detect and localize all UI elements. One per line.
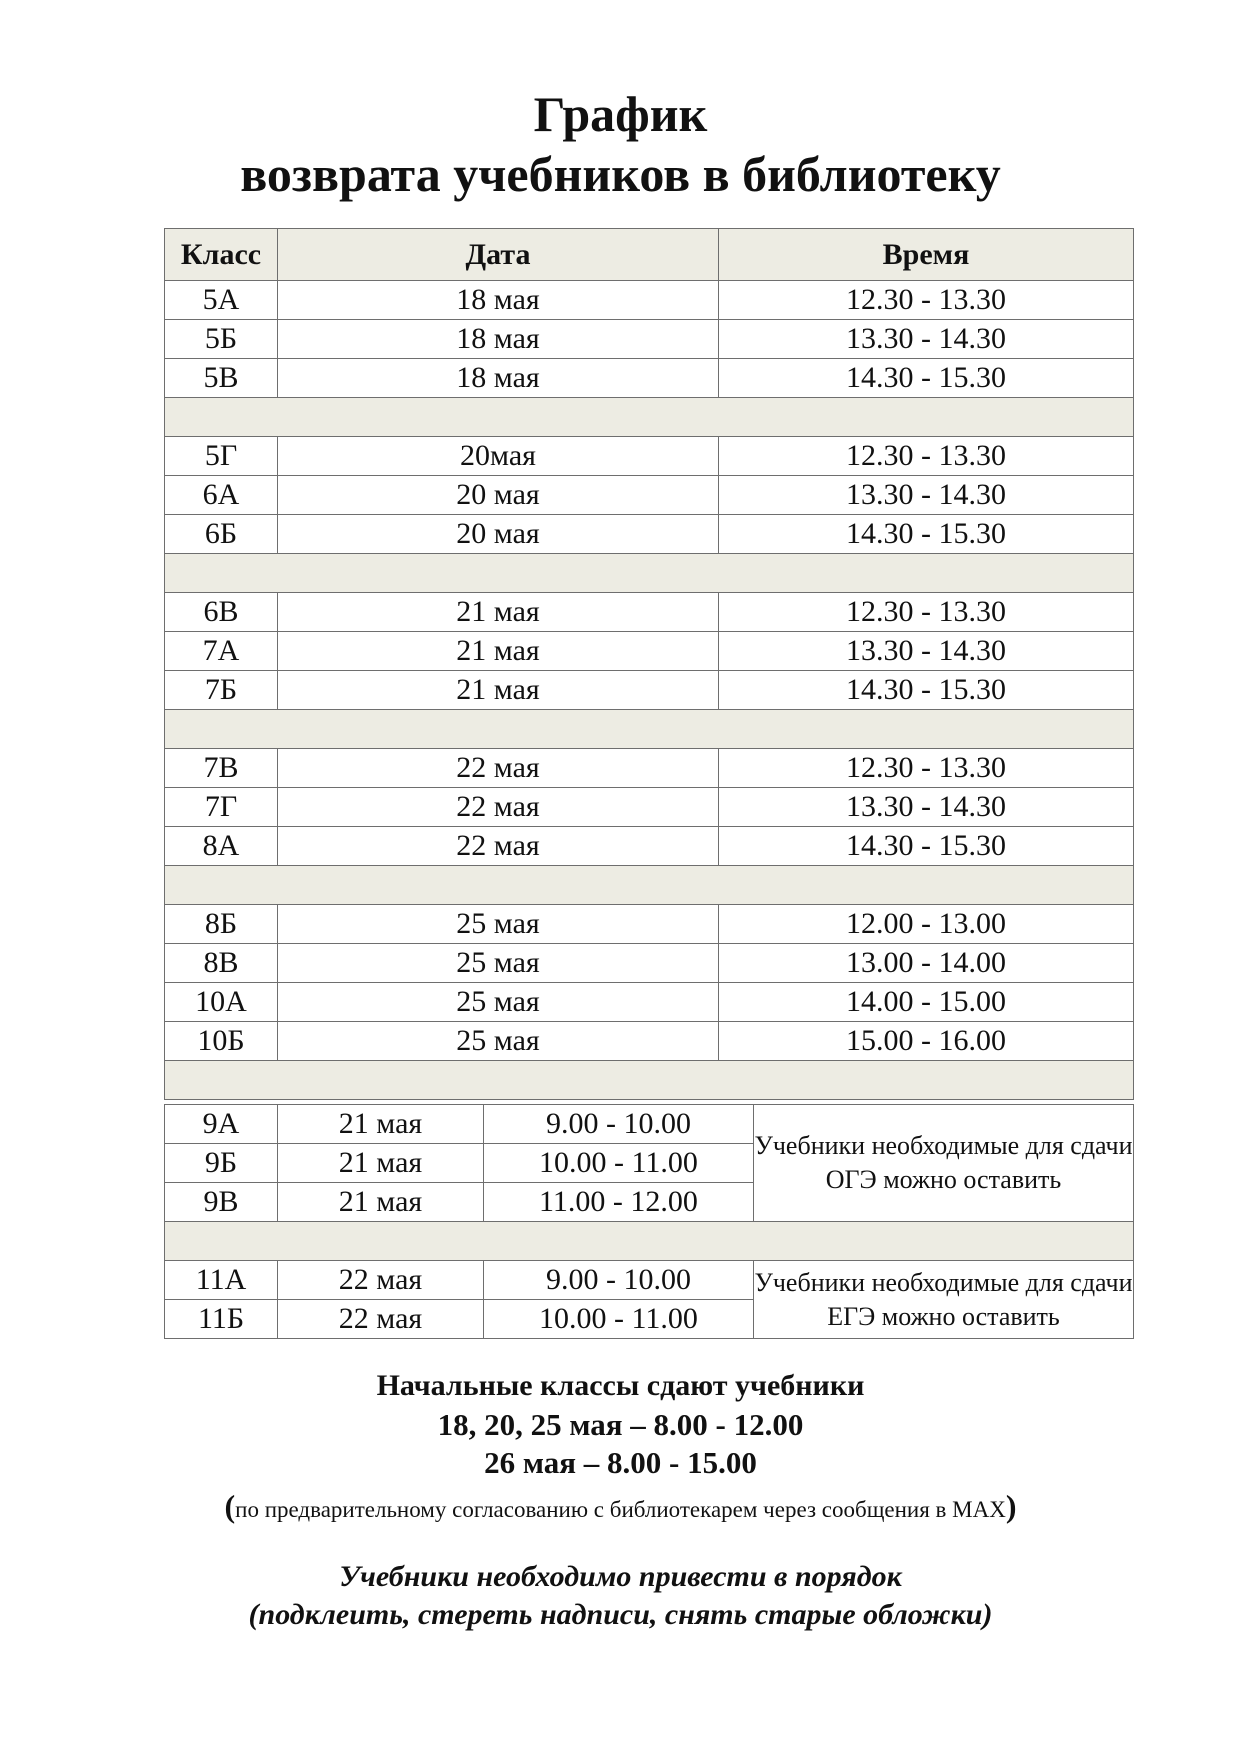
time-cell: 14.30 - 15.30 (719, 671, 1134, 710)
class-cell: 7А (165, 632, 278, 671)
header-class: Класс (165, 229, 278, 281)
ege-note-cell: Учебники необходимые для сдачи ЕГЭ можно оставить (754, 1261, 1134, 1339)
table-row (165, 671, 1134, 710)
time-cell: 13.30 - 14.30 (719, 320, 1134, 359)
date-cell: 21 мая (278, 671, 719, 710)
date-cell: 21 мая (278, 1105, 484, 1144)
class-cell: 5А (165, 281, 278, 320)
class-cell: 5Г (165, 437, 278, 476)
separator-row (165, 710, 1134, 749)
table-row (165, 1105, 1134, 1144)
date-cell: 22 мая (278, 1261, 484, 1300)
paren-open: ( (224, 1488, 236, 1524)
date-cell: 21 мая (278, 1144, 484, 1183)
time-cell: 9.00 - 10.00 (484, 1105, 754, 1144)
table-row (165, 905, 1134, 944)
page-subtitle: возврата учебников в библиотеку (240, 146, 1001, 202)
table-row (165, 593, 1134, 632)
class-cell: 9А (165, 1105, 278, 1144)
separator-cell (165, 398, 1134, 437)
table-row (165, 437, 1134, 476)
table-row (165, 1261, 1134, 1300)
class-cell: 7В (165, 749, 278, 788)
class-cell: 10А (165, 983, 278, 1022)
class-cell: 11А (165, 1261, 278, 1300)
schedule-table (164, 228, 1134, 1100)
date-cell: 21 мая (278, 632, 719, 671)
exam-classes-table (164, 1104, 1134, 1339)
class-cell: 10Б (165, 1022, 278, 1061)
table-row (165, 359, 1134, 398)
date-cell: 18 мая (278, 320, 719, 359)
instruction-line-1: Учебники необходимо привести в порядок (339, 1560, 902, 1593)
time-cell: 13.00 - 14.00 (719, 944, 1134, 983)
time-cell: 14.30 - 15.30 (719, 827, 1134, 866)
time-cell: 14.00 - 15.00 (719, 983, 1134, 1022)
separator-cell (165, 710, 1134, 749)
date-cell: 25 мая (278, 983, 719, 1022)
date-cell: 21 мая (278, 1183, 484, 1222)
date-cell: 22 мая (278, 788, 719, 827)
instruction-line-2: (подклеить, стереть надписи, снять старые обложки) (248, 1598, 993, 1631)
date-cell: 21 мая (278, 593, 719, 632)
class-cell: 6А (165, 476, 278, 515)
class-cell: 6Б (165, 515, 278, 554)
table-row (165, 788, 1134, 827)
time-cell: 13.30 - 14.30 (719, 476, 1134, 515)
date-cell: 25 мая (278, 1022, 719, 1061)
oge-note-cell: Учебники необходимые для сдачи ОГЭ можно оставить (754, 1105, 1134, 1222)
time-cell: 12.30 - 13.30 (719, 749, 1134, 788)
time-cell: 13.30 - 14.30 (719, 788, 1134, 827)
date-cell: 20 мая (278, 476, 719, 515)
time-cell: 14.30 - 15.30 (719, 515, 1134, 554)
separator-row (165, 398, 1134, 437)
class-cell: 5Б (165, 320, 278, 359)
date-cell: 20мая (278, 437, 719, 476)
date-cell: 20 мая (278, 515, 719, 554)
class-cell: 8Б (165, 905, 278, 944)
header-time: Время (719, 229, 1134, 281)
time-cell: 12.30 - 13.30 (719, 281, 1134, 320)
date-cell: 18 мая (278, 281, 719, 320)
date-cell: 22 мая (278, 749, 719, 788)
primary-classes-title: Начальные классы сдают учебники (376, 1369, 865, 1402)
paren-close: ) (1005, 1488, 1017, 1524)
date-cell: 22 мая (278, 1300, 484, 1339)
table-row (165, 515, 1134, 554)
class-cell: 11Б (165, 1300, 278, 1339)
separator-row (165, 1222, 1134, 1261)
table-row (165, 749, 1134, 788)
time-cell: 11.00 - 12.00 (484, 1183, 754, 1222)
table-row (165, 944, 1134, 983)
class-cell: 8А (165, 827, 278, 866)
class-cell: 6В (165, 593, 278, 632)
separator-row (165, 554, 1134, 593)
table-row (165, 983, 1134, 1022)
page-title: График (533, 86, 708, 142)
separator-cell (165, 866, 1134, 905)
time-cell: 10.00 - 11.00 (484, 1300, 754, 1339)
class-cell: 9В (165, 1183, 278, 1222)
class-cell: 9Б (165, 1144, 278, 1183)
date-cell: 25 мая (278, 905, 719, 944)
class-cell: 7Г (165, 788, 278, 827)
time-cell: 12.30 - 13.30 (719, 437, 1134, 476)
table-row (165, 320, 1134, 359)
class-cell: 8В (165, 944, 278, 983)
agreement-note-text: по предварительному согласованию с библиотекарем через сообщения в МАХ (235, 1497, 1006, 1522)
agreement-note (0, 1488, 1241, 1525)
time-cell: 9.00 - 10.00 (484, 1261, 754, 1300)
date-cell: 22 мая (278, 827, 719, 866)
date-cell: 18 мая (278, 359, 719, 398)
separator-cell (165, 1061, 1134, 1100)
table-row (165, 476, 1134, 515)
table-row (165, 632, 1134, 671)
separator-row (165, 866, 1134, 905)
time-cell: 10.00 - 11.00 (484, 1144, 754, 1183)
primary-classes-dates-1: 18, 20, 25 мая – 8.00 - 12.00 (437, 1407, 804, 1442)
time-cell: 12.30 - 13.30 (719, 593, 1134, 632)
time-cell: 15.00 - 16.00 (719, 1022, 1134, 1061)
separator-cell (165, 1222, 1134, 1261)
separator-row (165, 1061, 1134, 1100)
class-cell: 7Б (165, 671, 278, 710)
table-row (165, 281, 1134, 320)
time-cell: 12.00 - 13.00 (719, 905, 1134, 944)
table-row (165, 827, 1134, 866)
time-cell: 14.30 - 15.30 (719, 359, 1134, 398)
header-date: Дата (278, 229, 719, 281)
table-header-row (165, 229, 1134, 281)
separator-cell (165, 554, 1134, 593)
date-cell: 25 мая (278, 944, 719, 983)
table-row (165, 1022, 1134, 1061)
time-cell: 13.30 - 14.30 (719, 632, 1134, 671)
class-cell: 5В (165, 359, 278, 398)
primary-classes-dates-2: 26 мая – 8.00 - 15.00 (484, 1445, 757, 1480)
